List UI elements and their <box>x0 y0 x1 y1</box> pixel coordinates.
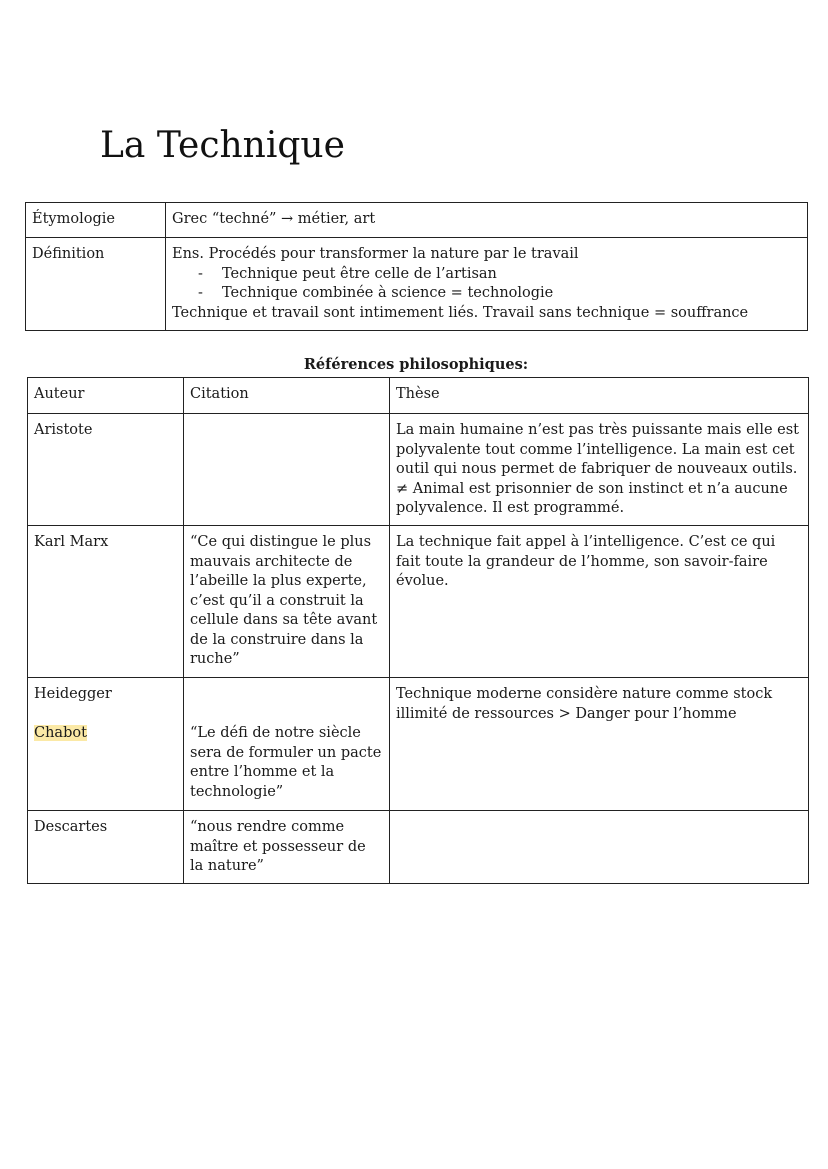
table-row-definition <box>26 238 808 331</box>
citation-cell: “Ce qui distingue le plus mauvais architecte de l’abeille la plus experte, c’est qu’il a construit la cellule dans sa tête avant de la construire dans la ruche” <box>184 526 390 678</box>
references-heading: Références philosophiques: <box>303 356 529 373</box>
auteur-cell: Descartes <box>28 811 184 884</box>
auteur-primary: Heidegger <box>34 686 112 702</box>
bullet-text: Technique peut être celle de l’artisan <box>222 265 497 282</box>
row-label: Étymologie <box>26 203 166 238</box>
these-cell: La main humaine n’est pas très puissante mais elle est polyvalente tout comme l’intelligence. La main est cet outil qui nous permet de fabriquer de nouveaux outils. ≠ Animal est prisonnier de son instinct et n’a aucune polyvalence. Il est programmé. <box>390 414 809 526</box>
these-cell: La technique fait appel à l’intelligence. C’est ce qui fait toute la grandeur de l’homme, son savoir-faire évolue. <box>390 526 809 678</box>
table-row <box>28 414 809 526</box>
table-row-etymologie <box>26 203 808 238</box>
dash-marker: - <box>198 285 203 301</box>
header-auteur: Auteur <box>28 378 184 414</box>
header-these: Thèse <box>390 378 809 414</box>
auteur-cell: Karl Marx <box>28 526 184 678</box>
auteur-cell <box>28 678 184 811</box>
bullet-text: Technique combinée à science = technologie <box>222 285 554 301</box>
table-row <box>28 811 809 884</box>
spacer <box>190 705 383 725</box>
page-title: La Technique <box>100 125 345 166</box>
definition-intro: Ens. Procédés pour transformer la nature par le travail <box>172 246 579 262</box>
these-cell <box>390 811 809 884</box>
summary-table <box>25 202 808 331</box>
dash-marker: - <box>198 265 203 282</box>
auteur-cell: Aristote <box>28 414 184 526</box>
citation-cell: “nous rendre comme maître et possesseur de la nature” <box>184 811 390 884</box>
spacer <box>190 685 383 705</box>
definition-conclusion: Technique et travail sont intimement liés. Travail sans technique = souffrance <box>172 304 749 321</box>
table-row <box>28 526 809 678</box>
definition-bullets <box>172 265 801 304</box>
table-row <box>28 678 809 811</box>
list-item <box>172 284 801 304</box>
table-header-row <box>28 378 809 414</box>
header-citation: Citation <box>184 378 390 414</box>
citation-cell <box>184 414 390 526</box>
highlighted-auteur: Chabot <box>34 725 87 741</box>
etymologie-content: Grec “techné” → métier, art <box>166 203 808 238</box>
these-cell: Technique moderne considère nature comme stock illimité de ressources > Danger pour l’homme <box>390 678 809 811</box>
citation-text: “Le défi de notre siècle sera de formuler un pacte entre l’homme et la technologie” <box>190 725 382 800</box>
row-label: Définition <box>26 238 166 331</box>
citation-cell <box>184 678 390 811</box>
list-item <box>172 265 801 285</box>
references-table <box>27 377 809 884</box>
definition-content <box>166 238 808 331</box>
spacer <box>34 705 177 725</box>
